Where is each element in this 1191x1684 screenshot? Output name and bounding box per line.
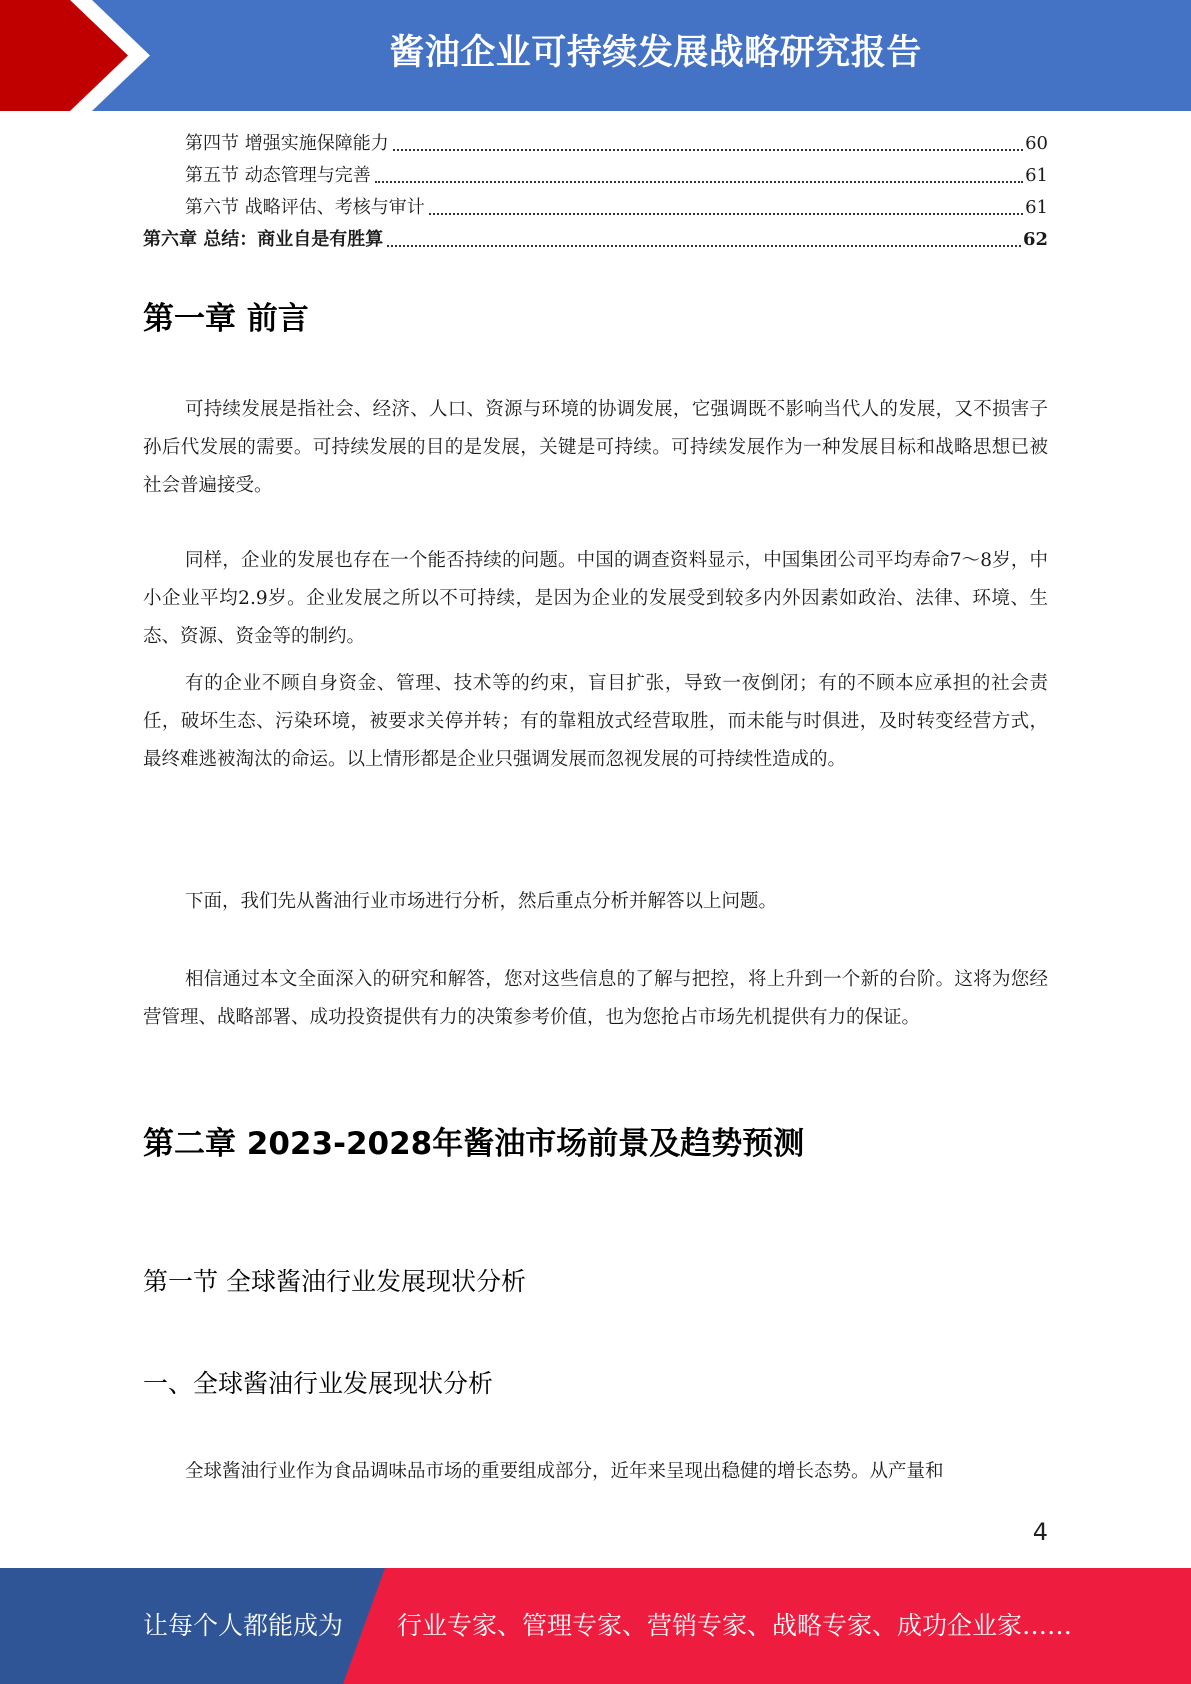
toc-item[interactable] [143,160,1048,192]
chapter-1-paragraph-3: 有的企业不顾自身资金、管理、技术等的约束，盲目扩张，导致一夜倒闭；有的不顾本应承担的社会责任，破坏生态、污染环境，被要求关停并转；有的靠粗放式经营取胜，而未能与时俱进，及时转变经营方式，最终难逃被淘汰的命运。以上情形都是企业只强调发展而忽视发展的可持续性造成的。 [143,673,1048,770]
chapter-1-paragraph-4: 下面，我们先从酱油行业市场进行分析，然后重点分析并解答以上问题。 [185,891,778,912]
chapter-2-paragraph-1: 全球酱油行业作为食品调味品市场的重要组成部分，近年来呈现出稳健的增长态势。从产量和 [185,1461,944,1482]
toc-leader-dots [375,181,1023,183]
toc-item-label: 第五节 动态管理与完善 [185,165,371,186]
report-title: 酱油企业可持续发展战略研究报告 [389,33,922,73]
subsection-heading: 一、全球酱油行业发展现状分析 [143,1369,494,1398]
toc-item[interactable] [143,192,1048,224]
section-heading: 第一节 全球酱油行业发展现状分析 [143,1267,526,1296]
table-of-contents [143,128,1048,256]
page-footer [0,1568,1191,1684]
chapter-2-heading: 第二章 2023-2028年酱油市场前景及趋势预测 [143,1126,805,1162]
toc-item-label: 第四节 增强实施保障能力 [185,133,389,154]
toc-item-page: 60 [1025,133,1048,154]
toc-leader-dots [429,213,1023,215]
page-header [0,0,1191,111]
toc-item[interactable] [143,128,1048,160]
toc-leader-dots [393,149,1023,151]
toc-leader-dots [387,245,1021,247]
footer-slogan-left: 让每个人都能成为 [143,1611,344,1640]
footer-slogan-right: 行业专家、管理专家、营销专家、战略专家、成功企业家…… [397,1611,1073,1640]
page-number: 4 [1032,1518,1048,1546]
toc-item-page: 61 [1025,197,1048,218]
header-arrow-icon [0,0,150,111]
toc-item-page: 62 [1022,229,1048,250]
chapter-1-paragraph-2: 同样，企业的发展也存在一个能否持续的问题。中国的调查资料显示，中国集团公司平均寿命7～8岁，中小企业平均2.9岁。企业发展之所以不可持续，是因为企业的发展受到较多内外因素如政治、法律、环境、生态、资源、资金等的制约。 [143,550,1048,647]
toc-item-label: 第六章 总结：商业自是有胜算 [143,229,384,250]
toc-item-chapter[interactable] [143,224,1048,256]
chapter-1-heading: 第一章 前言 [143,301,309,337]
toc-item-label: 第六节 战略评估、考核与审计 [185,197,425,218]
toc-item-page: 61 [1025,165,1048,186]
chapter-1-paragraph-1: 可持续发展是指社会、经济、人口、资源与环境的协调发展，它强调既不影响当代人的发展，又不损害子孙后代发展的需要。可持续发展的目的是发展，关键是可持续。可持续发展作为一种发展目标和战略思想已被社会普遍接受。 [143,399,1048,496]
chapter-1-paragraph-5: 相信通过本文全面深入的研究和解答，您对这些信息的了解与把控，将上升到一个新的台阶。这将为您经营管理、战略部署、成功投资提供有力的决策参考价值，也为您抢占市场先机提供有力的保证。 [143,969,1048,1028]
